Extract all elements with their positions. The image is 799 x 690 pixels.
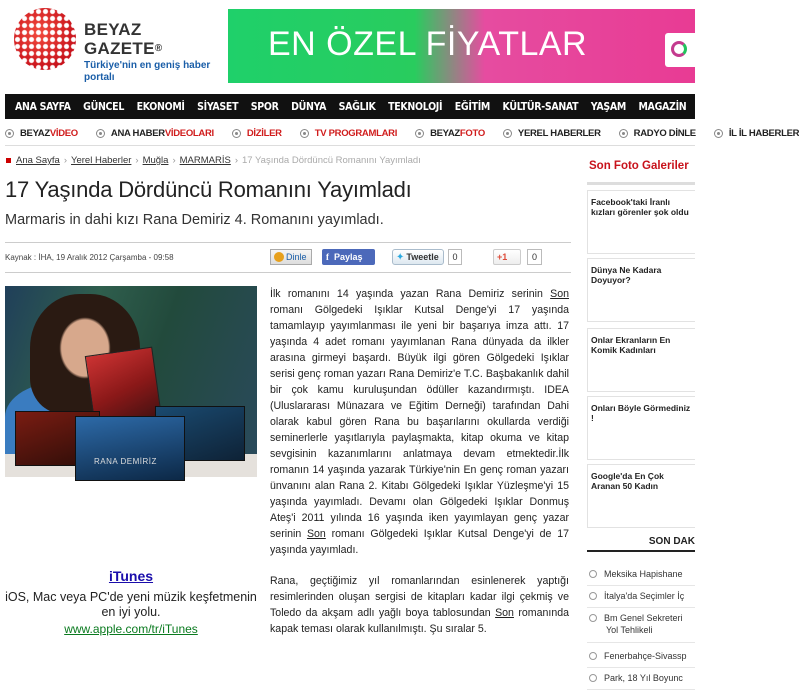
gallery-section-title: Son Foto Galeriler xyxy=(589,160,689,172)
article-subtitle: Marmaris in dahi kızı Rana Demiriz 4. Romanını yayımladı. xyxy=(5,212,384,228)
gallery-item[interactable]: Facebook'taki İranlı kızları görenler şok oldu xyxy=(587,190,695,254)
nav-bullet-icon xyxy=(415,129,424,138)
breadcrumb-current: 17 Yaşında Dördüncü Romanını Yayımladı xyxy=(242,155,421,166)
sub-nav-label-accent: VİDEO xyxy=(49,127,78,139)
article-meta: Kaynak : İHA, 19 Aralık 2012 Çarşamba - 09:58 xyxy=(5,253,174,262)
sub-nav-label: BEYAZ xyxy=(20,127,50,139)
banner-text: EN ÖZEL FİYATLAR xyxy=(268,25,588,63)
logo-text: BEYAZ GAZETE® xyxy=(84,20,163,58)
bullet-icon xyxy=(589,652,597,660)
news-headline: İtalya'da Seçimler İç xyxy=(604,591,685,601)
twitter-bird-icon: ✦ xyxy=(396,251,405,263)
article-body xyxy=(270,286,569,652)
divider xyxy=(587,182,695,185)
gallery-item[interactable]: Dünya Ne Kadara Doyuyor? xyxy=(587,258,695,322)
inline-link[interactable]: Son xyxy=(550,288,569,300)
sub-nav-label-accent: TV PROGRAMLARI xyxy=(314,127,398,139)
article-title: 17 Yaşında Dördüncü Romanını Yayımladı xyxy=(5,177,412,202)
main-nav-item[interactable]: KÜLTÜR-SANAT xyxy=(502,100,579,113)
sub-nav-label: YEREL HABERLER xyxy=(517,127,601,139)
tweet-button[interactable]: ✦ Tweetle xyxy=(392,249,444,265)
breadcrumb-separator: › xyxy=(172,155,176,166)
breaking-news-item[interactable] xyxy=(587,650,695,662)
nav-bullet-icon xyxy=(96,129,105,138)
facebook-share-button[interactable]: f Paylaş xyxy=(322,249,375,265)
breadcrumb-link[interactable]: Ana Sayfa xyxy=(16,155,60,166)
divider xyxy=(5,242,571,243)
breadcrumb xyxy=(6,155,421,166)
bullet-icon xyxy=(589,674,597,682)
ad-title-link[interactable]: iTunes xyxy=(108,568,154,584)
sub-nav xyxy=(5,121,799,146)
sub-nav-label-accent: DİZİLER xyxy=(246,127,282,139)
google-plus-count: 0 xyxy=(527,249,542,265)
inline-link[interactable]: Son xyxy=(495,607,514,619)
breadcrumb-separator: › xyxy=(234,155,238,166)
sub-nav-label: RADYO DİNLE xyxy=(633,127,696,139)
main-nav-item[interactable]: TEKNOLOJİ xyxy=(388,100,443,113)
text-ad xyxy=(5,568,257,636)
ad-description: iOS, Mac veya PC'de yeni müzik keşfetmenin en iyi yolu. xyxy=(5,590,257,619)
speaker-icon xyxy=(274,252,284,262)
main-nav-item[interactable]: SPOR xyxy=(250,100,279,113)
photo-book xyxy=(75,416,185,481)
sub-nav-item[interactable] xyxy=(503,128,601,139)
divider xyxy=(587,642,695,643)
sub-nav-item[interactable] xyxy=(415,128,485,139)
sub-nav-item[interactable] xyxy=(714,128,799,139)
article-paragraph: Rana, geçtiğimiz yıl romanlarından esinlenerek yaptığı resimlerinden oluşan sergisi de kitapları kadar ilgi çekmiş ve Toledo da akşam adlı yağlı boya tablosundan Son romanında kapak teması olarak kullanılmıştı. Şu sıralar 5. xyxy=(270,575,569,635)
site-logo[interactable] xyxy=(14,8,214,88)
inline-link[interactable]: Son xyxy=(306,528,326,540)
listen-button[interactable]: Dinle xyxy=(270,249,312,265)
main-nav-item[interactable]: ANA SAYFA xyxy=(15,100,71,113)
main-nav-item[interactable]: SAĞLIK xyxy=(338,100,376,113)
nav-bullet-icon xyxy=(619,129,628,138)
nav-bullet-icon xyxy=(232,129,241,138)
article-paragraph: İlk romanını 14 yaşında yazan Rana Demiriz serinin Son romanı Gölgedeki Işıklar Kutsal Denge'yi 17 yaşında tamamlayıp yayımlanması ile yeni bir başarıya imza attı. 17 yaşında 4 adet romanı yayımlanan Rana dünyada da ilkler arasına girmeyi başardı. Büyük ilgi gören Gölgedeki Işıklar serisi genç roman yazarı Rana Demiriz'e T.C. Başbakanlık dahil bir çok kamu kuruluşundan ödüller kazandırmıştı. IDEA (Uluslararası Münazara ve Eğitim Derneği) tarafından Dahi olarak kabul gören Rana bu başarılarını okullarda verdiği seminerlerle yaşıtlarıyla paylaşmakta, kitap okuma ve kitap sevgisinin kazanımlarını anlatmaya devam etmektedir.İlk romanın 14 yaşında yazarak Türkiye'nin En genç roman yazarı ünvanını alan Rana 2. Kitabı Gölgedeki Işıklar Yüzleşme'yi 15 yaşında yayımladı. Devamı olan Gölgedeki Işıklar Donmuş Ateş'i 2011 yılında 16 yaşında iken yayımlayan genç yazar serinin Son romanı Gölgedeki Işıklar Kutsal Denge'yi de 17 yaşında yayımladı. xyxy=(270,288,569,556)
sub-nav-label-accent: FOTO xyxy=(459,127,485,139)
gallery-item[interactable]: Onlar Ekranların En Komik Kadınları xyxy=(587,328,695,392)
photo-book-text: RANA DEMİRİZ xyxy=(94,457,157,466)
sub-nav-label-accent: VİDEOLARI xyxy=(164,127,214,139)
breaking-news-item[interactable] xyxy=(587,672,695,684)
main-nav-item[interactable]: SİYASET xyxy=(197,100,239,113)
article-photo[interactable] xyxy=(5,286,257,477)
nav-bullet-icon xyxy=(503,129,512,138)
breadcrumb-marker-icon xyxy=(6,158,11,163)
main-nav-item[interactable]: EKONOMİ xyxy=(136,100,185,113)
news-headline: Bm Genel Sekreteri xyxy=(604,613,683,623)
ad-banner[interactable] xyxy=(228,9,695,83)
sub-nav-item[interactable] xyxy=(5,128,78,139)
bullet-icon xyxy=(589,614,597,622)
breadcrumb-link[interactable]: Yerel Haberler xyxy=(71,155,132,166)
gallery-item[interactable]: Onları Böyle Görmediniz ! xyxy=(587,396,695,460)
main-nav-item[interactable]: DÜNYA xyxy=(291,100,327,113)
gallery-item[interactable]: Google'da En Çok Aranan 50 Kadın xyxy=(587,464,695,528)
right-sidebar xyxy=(587,150,695,686)
bullet-icon xyxy=(589,570,597,578)
breadcrumb-separator: › xyxy=(63,155,68,166)
sub-nav-item[interactable] xyxy=(96,128,214,139)
news-headline-cont: Yol Tehlikeli xyxy=(606,625,653,635)
banner-brand-icon xyxy=(665,33,695,67)
main-nav-item[interactable]: 3. SAYFA xyxy=(698,100,743,113)
sub-nav-item[interactable] xyxy=(300,128,397,139)
bullet-icon xyxy=(589,592,597,600)
breadcrumb-separator: › xyxy=(135,155,139,166)
news-headline: Meksika Hapishane xyxy=(604,569,683,579)
nav-bullet-icon xyxy=(300,129,309,138)
sub-nav-label: ANA HABER xyxy=(110,127,165,139)
google-plus-button[interactable]: +1 xyxy=(493,249,521,265)
breadcrumb-link[interactable]: Muğla xyxy=(142,155,169,166)
divider xyxy=(587,585,695,586)
facebook-icon: f xyxy=(326,252,329,262)
tweet-count: 0 xyxy=(448,249,462,265)
news-headline: Fenerbahçe-Sivassp xyxy=(604,651,687,661)
logo-icon xyxy=(14,8,76,70)
divider xyxy=(587,667,695,668)
sub-nav-label: BEYAZ xyxy=(430,127,460,139)
sub-nav-item[interactable] xyxy=(619,128,696,139)
news-headline: Park, 18 Yıl Boyunc xyxy=(604,673,683,683)
main-nav-item[interactable]: EĞİTİM xyxy=(454,100,491,113)
nav-bullet-icon xyxy=(5,129,14,138)
logo-tagline: Türkiye'nin en geniş haber portalı xyxy=(84,60,211,83)
divider xyxy=(5,272,571,273)
sub-nav-label: İL İL HABERLER xyxy=(728,127,799,139)
main-nav-item[interactable]: YAŞAM xyxy=(590,100,626,113)
breaking-news-item[interactable] xyxy=(587,590,695,602)
breadcrumb-link[interactable]: MARMARİS xyxy=(179,155,231,166)
main-nav-item[interactable]: GÜNCEL xyxy=(83,100,125,113)
ad-url-link[interactable]: www.apple.com/tr/iTunes xyxy=(64,622,198,636)
main-nav xyxy=(5,94,743,119)
main-nav-item[interactable]: MAGAZİN xyxy=(638,100,687,113)
breaking-news-header: SON DAK xyxy=(587,534,695,552)
breaking-news-item[interactable] xyxy=(587,568,695,580)
divider xyxy=(587,607,695,608)
site-header xyxy=(0,0,695,92)
sub-nav-item[interactable] xyxy=(232,128,282,139)
breaking-news-item[interactable] xyxy=(587,612,695,636)
nav-bullet-icon xyxy=(714,129,723,138)
